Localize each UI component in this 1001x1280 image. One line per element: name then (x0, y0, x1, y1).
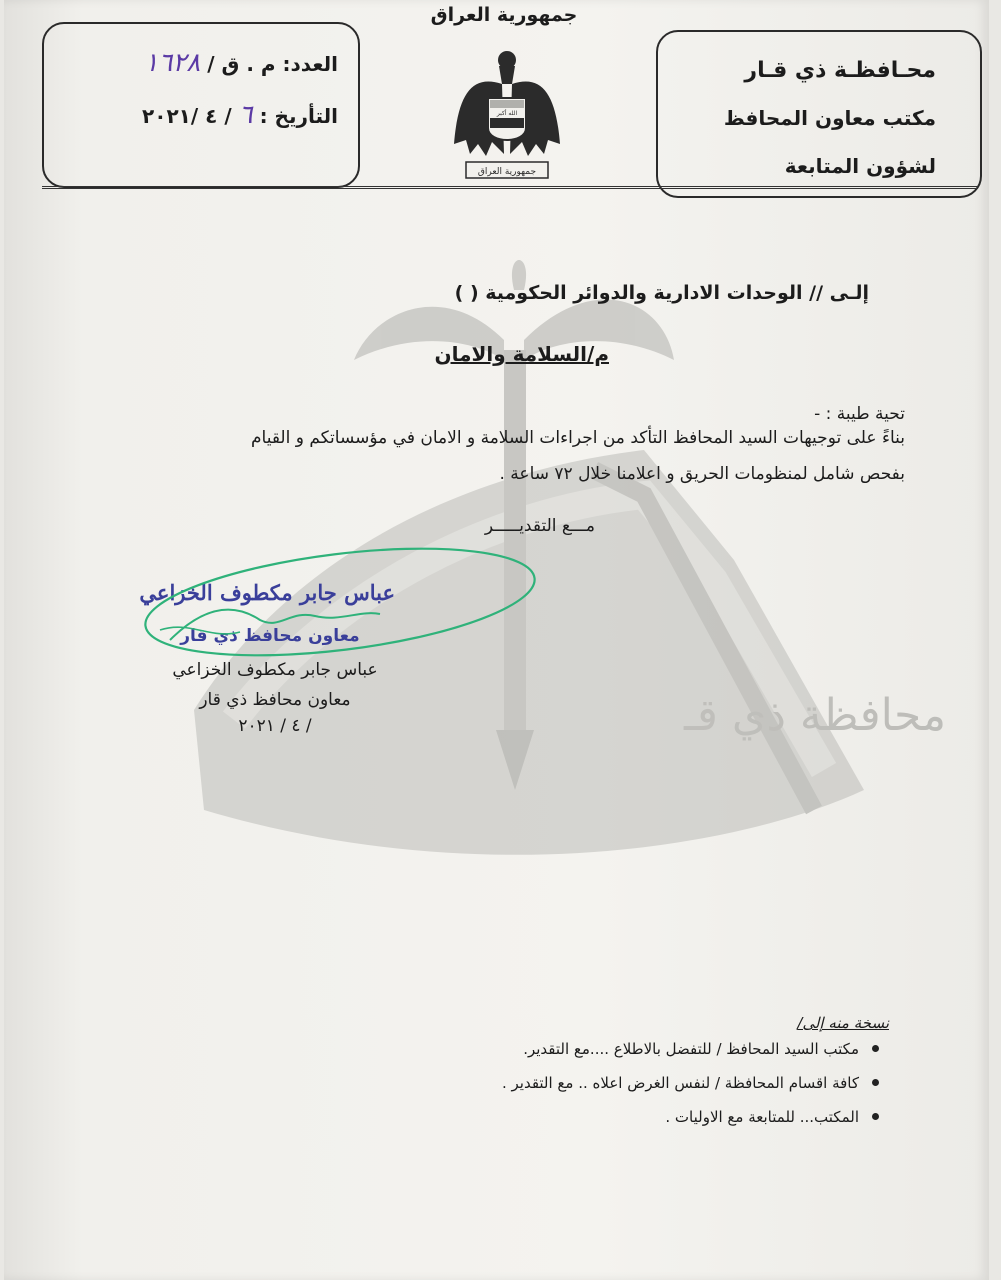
reference-date-label: التأريخ : (259, 104, 338, 128)
subject-line: م/السلامة والامان (434, 342, 609, 366)
country-heading: جمهورية العراق (430, 4, 578, 26)
bullet-icon (872, 1113, 879, 1120)
letter-page (4, 0, 989, 1280)
reference-date-day: ٦ (238, 100, 253, 130)
header-divider (42, 186, 978, 189)
handwritten-signature (140, 540, 540, 670)
org-line-department: لشؤون المتابعة (784, 154, 936, 178)
reference-date (142, 100, 338, 130)
greeting: تحية طيبة : - (814, 404, 905, 424)
copies-item: المكتب... للمتابعة مع الاوليات . (502, 1104, 879, 1138)
emblem-motto: الله أكبر (496, 110, 518, 117)
reference-number-label: العدد: م . ق / (207, 52, 338, 76)
closing-regards: مـــع التقديـــــر (484, 516, 595, 536)
iraq-eagle-emblem-icon (452, 44, 562, 184)
signature-date: / ٤ / ٢٠٢١ (238, 716, 312, 736)
organization-box (656, 30, 982, 198)
org-line-governorate: محـافظـة ذي قـار (744, 58, 936, 83)
signatory-title: معاون محافظ ذي قار (199, 690, 351, 710)
reference-date-rest: / ٤ /٢٠٢١ (142, 104, 232, 128)
copies-item: كافة اقسام المحافظة / لنفس الغرض اعلاه .. مع التقدير . (502, 1070, 879, 1104)
body-line-1: بناءً على توجيهات السيد المحافظ التأكد من اجراءات السلامة و الامان في مؤسساتكم و القيام (251, 428, 905, 448)
emblem-banner-text: جمهورية العراق (477, 167, 537, 177)
reference-number-value: ١٦٢٨ (144, 48, 201, 78)
reference-number (144, 48, 338, 78)
copies-heading: نسخة منه إلى/ (797, 1014, 889, 1032)
signatory-name: عباس جابر مكطوف الخزاعي (172, 660, 378, 680)
watermark-text: محافظة ذي قـ (684, 690, 947, 741)
recipient-line: إلـى // الوحدات الادارية والدوائر الحكومية ( ) (454, 282, 869, 304)
signature-stamp-name: عباس جابر مكطوف الخزاعي (139, 580, 395, 605)
bullet-icon (872, 1045, 879, 1052)
copies-item: مكتب السيد المحافظ / للتفضل بالاطلاع ....مع التقدير. (502, 1036, 879, 1070)
reference-box (42, 22, 360, 188)
copies-list (502, 1036, 879, 1138)
org-line-office: مكتب معاون المحافظ (723, 106, 936, 130)
bullet-icon (872, 1079, 879, 1086)
signature-stamp-title: معاون محافظ ذي قار (180, 626, 360, 646)
body-line-2: بفحص شامل لمنظومات الحريق و اعلامنا خلال ٧٢ ساعة . (499, 464, 905, 484)
